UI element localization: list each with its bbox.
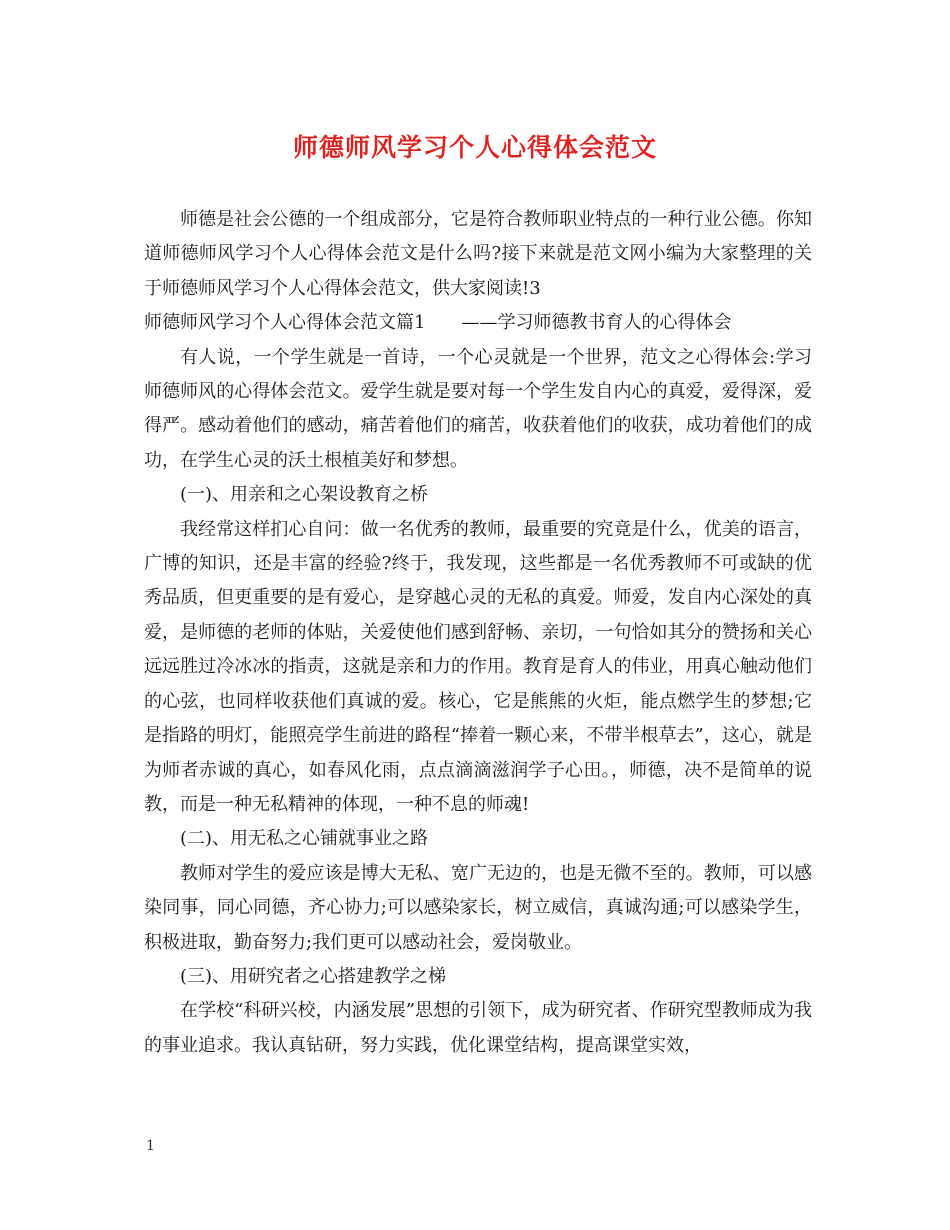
section-heading: (二)、用无私之心铺就事业之路 — [180, 828, 429, 850]
article-subtitle: 师德师风学习个人心得体会范文篇1 ——学习师德教书育人的心得体会 — [144, 312, 732, 334]
section-heading: (一)、用亲和之心架设教育之桥 — [180, 484, 429, 506]
intro-paragraph: 师德是社会公德的一个组成部分，它是符合教师职业特点的一种行业公德。你知道师德师风学习个人心得体会范文是什么吗?接下来就是范文网小编为大家整理的关于师德师风学习个人心得体会范文，供大家阅读!3 — [144, 209, 812, 299]
page-number: 1 — [146, 1138, 155, 1154]
body-paragraph: 有人说，一个学生就是一首诗，一个心灵就是一个世界，范文之心得体会:学习师德师风的心得体会范文。爱学生就是要对每一个学生发自内心的真爱，爱得深，爱得严。感动着他们的感动，痛苦着他们的痛苦，收获着他们的收获，成功着他们的成功，在学生心灵的沃土根植美好和梦想。 — [144, 346, 812, 471]
body-paragraph: 我经常这样扪心自问：做一名优秀的教师，最重要的究竟是什么，优美的语言，广博的知识，还是丰富的经验?终于，我发现，这些都是一名优秀教师不可或缺的优秀品质，但更重要的是有爱心，是穿越心灵的无私的真爱。师爱，发自内心深处的真爱，是师德的老师的体贴，关爱使他们感到舒畅、亲切，一句恰如其分的赞扬和关心远远胜过冷冰冰的指责，这就是亲和力的作用。教育是育人的伟业，用真心触动他们的心弦，也同样收获他们真诚的爱。核心，它是熊熊的火炬，能点燃学生的梦想;它是指路的明灯，能照亮学生前进的路程“捧着一颗心来，不带半根草去”，这心，就是为师者赤诚的真心，如春风化雨，点点滴滴滋润学子心田。，师德，决不是简单的说教，而是一种无私精神的体现，一种不息的师魂! — [144, 518, 812, 815]
body-paragraph: 教师对学生的爱应该是博大无私、宽广无边的，也是无微不至的。教师，可以感染同事，同心同德，齐心协力;可以感染家长，树立威信，真诚沟通;可以感染学生，积极进取，勤奋努力;我们更可以感动社会，爱岗敬业。 — [144, 862, 812, 953]
body-paragraph: 在学校“科研兴校，内涵发展”思想的引领下，成为研究者、作研究型教师成为我的事业追求。我认真钻研，努力实践，优化课堂结构，提高课堂实效， — [144, 1000, 812, 1056]
section-heading: (三)、用研究者之心搭建教学之梯 — [180, 965, 447, 987]
document-body — [144, 203, 812, 1063]
document-title: 师德师风学习个人心得体会范文 — [292, 133, 657, 162]
